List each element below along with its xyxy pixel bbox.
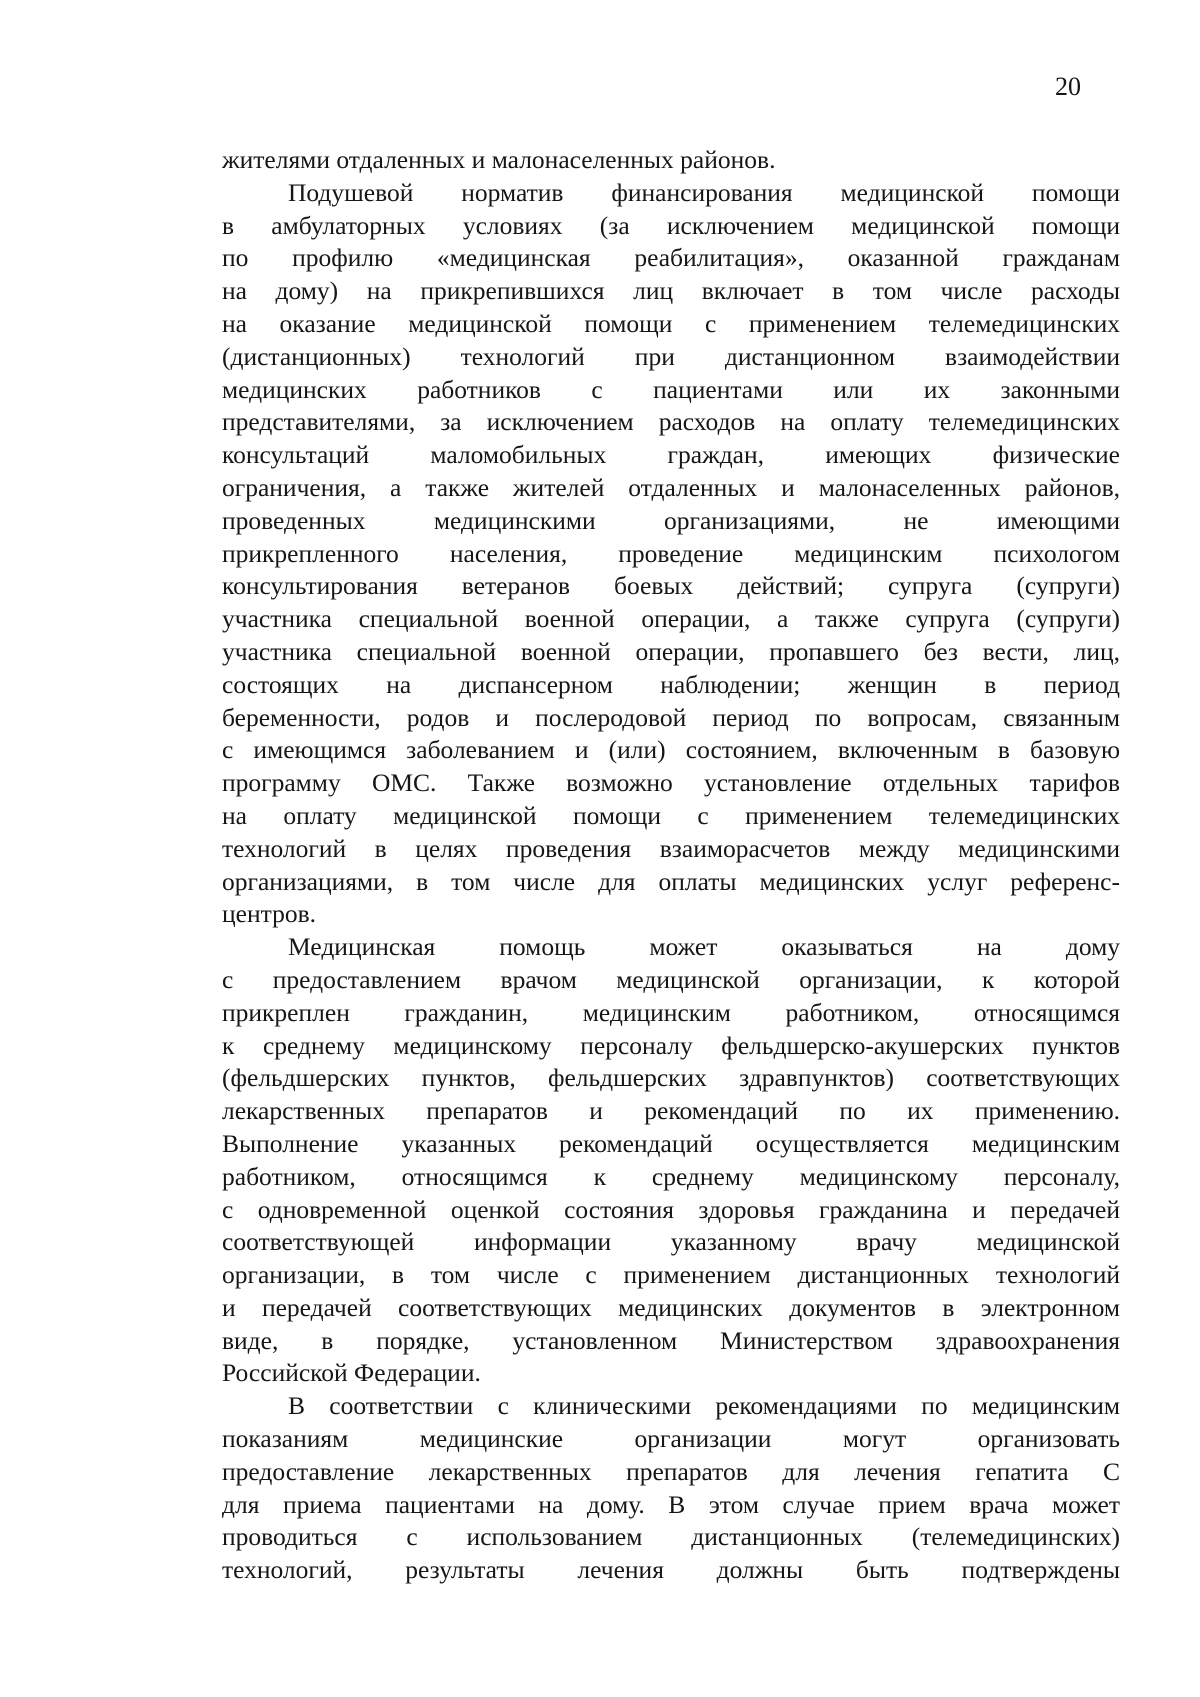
page-number: 20 <box>1055 72 1081 101</box>
text-line: виде, в порядке, установленном Министерством здравоохранения <box>222 1325 1120 1355</box>
text-line: программу ОМС. Также возможно установление отдельных тарифов <box>222 768 1120 798</box>
text-line: прикрепленного населения, проведение медицинским психологом <box>222 538 1120 568</box>
text-line: Медицинская помощь может оказываться на дому <box>288 932 1120 962</box>
text-line: состоящих на диспансерном наблюдении; женщин в период <box>222 669 1120 699</box>
text-line: (дистанционных) технологий при дистанционном взаимодействии <box>222 341 1120 371</box>
text-line: медицинских работников с пациентами или их законными <box>222 374 1120 404</box>
text-line: проведенных медицинскими организациями, не имеющими <box>222 505 1120 535</box>
text-line: Выполнение указанных рекомендаций осуществляется медицинским <box>222 1128 1120 1158</box>
text-line: (фельдшерских пунктов, фельдшерских здравпунктов) соответствующих <box>222 1063 1120 1093</box>
text-line: предоставление лекарственных препаратов для лечения гепатита С <box>222 1456 1120 1486</box>
text-line: консультаций маломобильных граждан, имеющих физические <box>222 440 1120 470</box>
text-line: технологий, результаты лечения должны быть подтверждены <box>222 1555 1120 1585</box>
text-line: беременности, родов и послеродовой период по вопросам, связанным <box>222 702 1120 732</box>
text-line: участника специальной военной операции, пропавшего без вести, лиц, <box>222 636 1120 666</box>
text-line: с имеющимся заболеванием и (или) состоянием, включенным в базовую <box>222 735 1120 765</box>
text-line: участника специальной военной операции, а также супруга (супруги) <box>222 604 1120 634</box>
text-line: на оказание медицинской помощи с применением телемедицинских <box>222 308 1120 338</box>
text-line: с одновременной оценкой состояния здоровья гражданина и передачей <box>222 1194 1120 1224</box>
text-line: показаниям медицинские организации могут организовать <box>222 1424 1120 1454</box>
text-line: на дому) на прикрепившихся лиц включает в том числе расходы <box>222 276 1120 306</box>
paragraph-p0 <box>222 144 1120 177</box>
document-body <box>222 144 1120 1587</box>
text-line: центров. <box>222 899 316 929</box>
text-line: с предоставлением врачом медицинской организации, к которой <box>222 964 1120 994</box>
text-line: и передачей соответствующих медицинских документов в электронном <box>222 1292 1120 1322</box>
text-line: соответствующей информации указанному врачу медицинской <box>222 1227 1120 1257</box>
text-line: в амбулаторных условиях (за исключением медицинской помощи <box>222 210 1120 240</box>
text-line: работником, относящимся к среднему медицинскому персоналу, <box>222 1161 1120 1191</box>
text-line: по профилю «медицинская реабилитация», оказанной гражданам <box>222 243 1120 273</box>
paragraph-p1 <box>222 177 1120 931</box>
text-line: лекарственных препаратов и рекомендаций по их применению. <box>222 1096 1120 1126</box>
text-line: проводиться с использованием дистанционных (телемедицинских) <box>222 1522 1120 1552</box>
text-line: на оплату медицинской помощи с применением телемедицинских <box>222 800 1120 830</box>
text-line: прикреплен гражданин, медицинским работником, относящимся <box>222 997 1120 1027</box>
text-line: ограничения, а также жителей отдаленных и малонаселенных районов, <box>222 472 1120 502</box>
text-line: организациями, в том числе для оплаты медицинских услуг референс- <box>222 866 1120 896</box>
text-line: организации, в том числе с применением дистанционных технологий <box>222 1260 1120 1290</box>
text-line: В соответствии с клиническими рекомендациями по медицинским <box>288 1391 1120 1421</box>
text-line: к среднему медицинскому персоналу фельдшерско-акушерских пунктов <box>222 1030 1120 1060</box>
text-line: для приема пациентами на дому. В этом случае прием врача может <box>222 1489 1120 1519</box>
text-line: консультирования ветеранов боевых действий; супруга (супруги) <box>222 571 1120 601</box>
text-line: жителями отдаленных и малонаселенных районов. <box>222 145 776 174</box>
text-line: Российской Федерации. <box>222 1358 481 1388</box>
text-line: технологий в целях проведения взаиморасчетов между медицинскими <box>222 833 1120 863</box>
paragraph-p2 <box>222 931 1120 1390</box>
text-line: Подушевой норматив финансирования медицинской помощи <box>288 177 1120 207</box>
text-line: представителями, за исключением расходов на оплату телемедицинских <box>222 407 1120 437</box>
paragraph-p3 <box>222 1390 1120 1587</box>
